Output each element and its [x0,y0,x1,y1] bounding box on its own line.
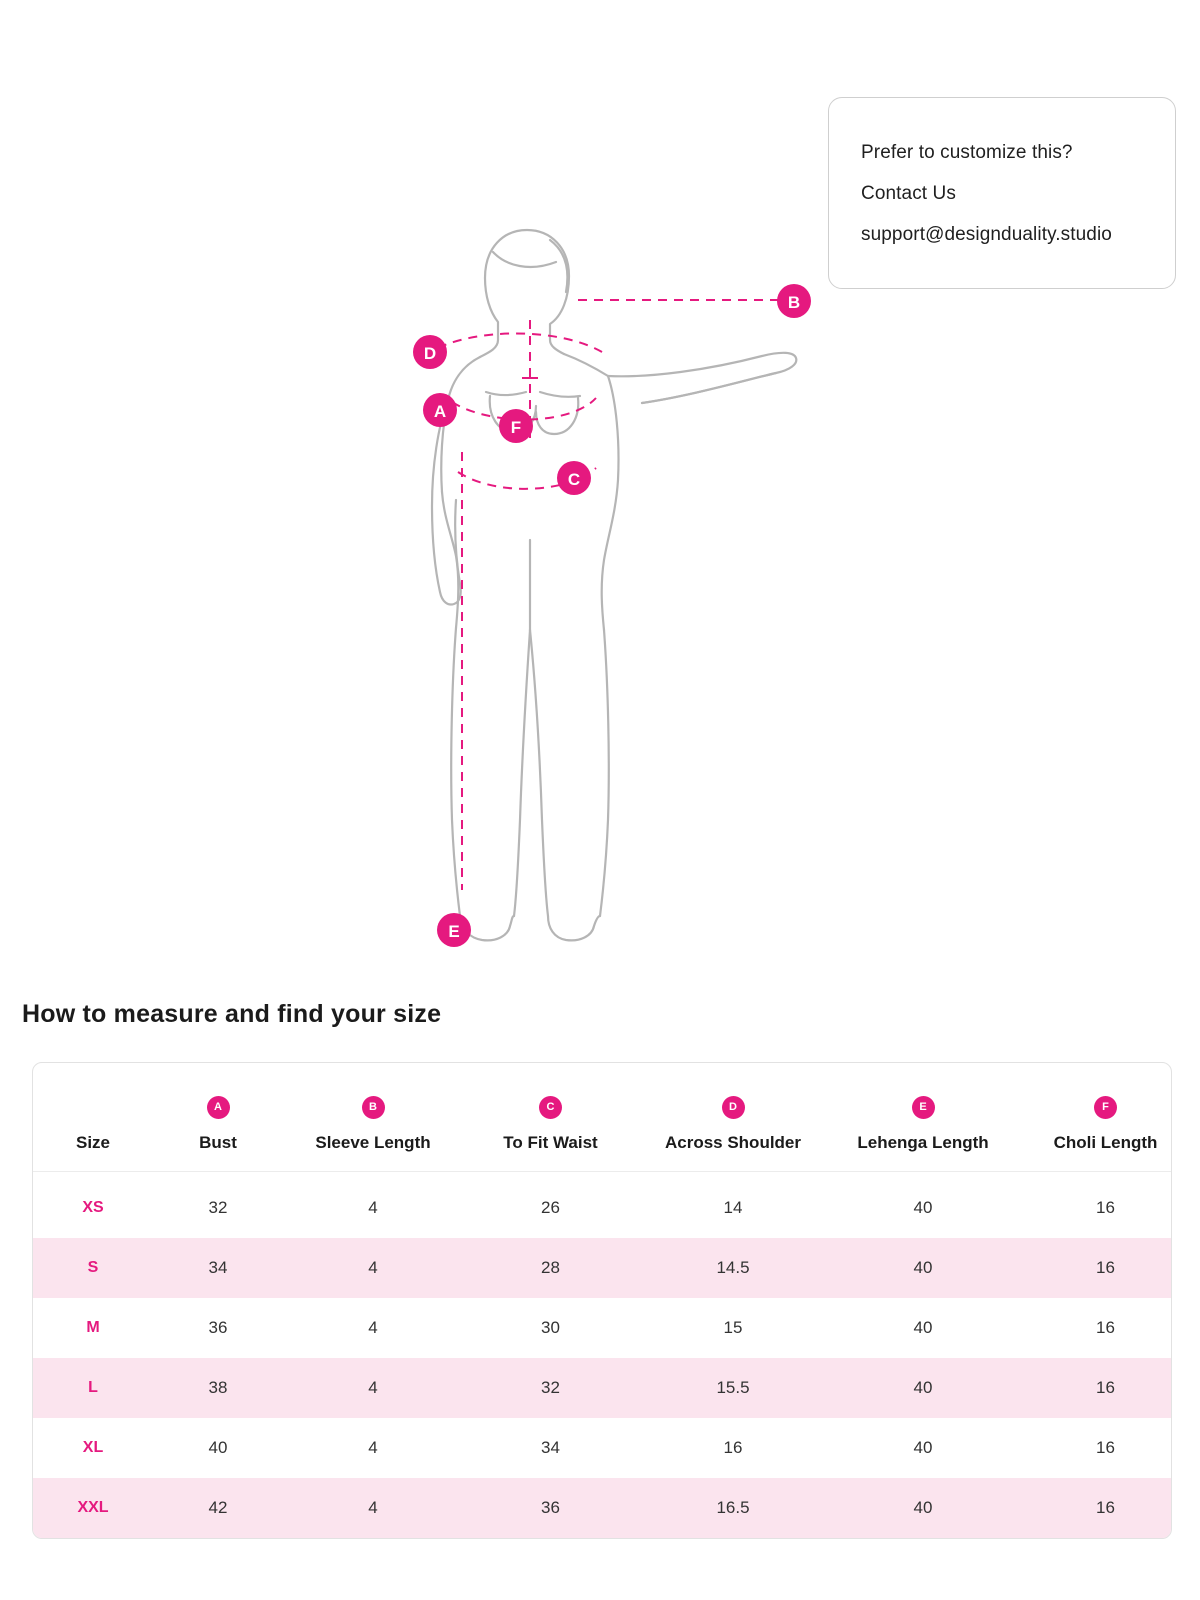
column-header-choli-length: F Choli Length [1018,1063,1172,1171]
size-table-card [32,1062,1172,1539]
marker-D [413,335,447,369]
cell-lehenga-length: 40 [913,1437,933,1457]
badge-b-icon: B [362,1096,385,1119]
marker-E [437,913,471,947]
cell-lehenga-length: 40 [913,1377,933,1397]
cell-choli-length: 16 [1096,1437,1115,1457]
cell-bust: 36 [208,1317,228,1337]
svg-text:C: C [567,470,581,489]
svg-text:F: F [510,418,522,437]
cell-across-shoulder: 14 [723,1197,743,1217]
table-header [33,1063,1172,1171]
marker-B [777,284,811,318]
cell-choli-length: 16 [1096,1197,1115,1217]
column-header-bust: A Bust [153,1063,283,1171]
svg-text:D: D [423,344,437,363]
table-row [33,1171,1172,1238]
cell-across-shoulder: 14.5 [716,1257,750,1277]
svg-text:B: B [787,293,801,312]
cell-sleeve-length: 4 [368,1317,378,1337]
page-title: How to measure and find your size [22,1000,442,1028]
contact-card [828,97,1176,289]
contact-us-link[interactable]: Contact Us [861,183,956,204]
cell-to-fit-waist: 32 [541,1377,560,1397]
cell-sleeve-length: 4 [368,1437,378,1457]
marker-A [423,393,457,427]
badge-c-icon: C [539,1096,562,1119]
cell-sleeve-length: 4 [368,1197,378,1217]
badge-a-icon: A [207,1096,230,1119]
cell-sleeve-length: 4 [368,1257,378,1277]
table-row [33,1298,1172,1358]
cell-across-shoulder: 16 [723,1437,743,1457]
cell-size: XL [82,1438,104,1456]
cell-to-fit-waist: 30 [541,1317,560,1337]
cell-size: S [87,1258,99,1276]
measurement-diagram [390,200,850,990]
cell-choli-length: 16 [1096,1317,1115,1337]
cell-choli-length: 16 [1096,1377,1115,1397]
customize-prompt: Prefer to customize this? [861,142,1073,163]
table-row [33,1238,1172,1298]
cell-across-shoulder: 15.5 [716,1377,750,1397]
column-header-sleeve-length: B Sleeve Length [283,1063,463,1171]
column-header-to-fit-waist: C To Fit Waist [463,1063,638,1171]
cell-across-shoulder: 15 [723,1317,743,1337]
badge-d-icon: D [722,1096,745,1119]
cell-to-fit-waist: 26 [541,1197,560,1217]
svg-text:A: A [433,402,447,421]
column-header-across-shoulder: D Across Shoulder [638,1063,828,1171]
cell-bust: 40 [208,1437,228,1457]
cell-lehenga-length: 40 [913,1197,933,1217]
cell-to-fit-waist: 34 [541,1437,560,1457]
cell-size: M [86,1318,100,1336]
body-figure-svg [390,200,850,990]
cell-size: XXL [77,1498,109,1516]
cell-sleeve-length: 4 [368,1377,378,1397]
column-header-lehenga-length: E Lehenga Length [828,1063,1018,1171]
cell-size: XS [82,1198,104,1216]
cell-size: L [88,1378,98,1396]
support-email[interactable]: support@designduality.studio [861,224,1112,245]
cell-across-shoulder: 16.5 [716,1497,750,1517]
table-row [33,1358,1172,1418]
marker-C [557,461,591,495]
cell-sleeve-length: 4 [368,1497,378,1517]
cell-choli-length: 16 [1096,1257,1115,1277]
size-table [33,1063,1172,1538]
table-row [33,1478,1172,1538]
cell-bust: 38 [208,1377,228,1397]
cell-lehenga-length: 40 [913,1317,933,1337]
badge-f-icon: F [1094,1096,1117,1119]
badge-e-icon: E [912,1096,935,1119]
marker-F [499,409,533,443]
cell-bust: 34 [208,1257,228,1277]
cell-to-fit-waist: 28 [541,1257,560,1277]
table-body [33,1171,1172,1538]
cell-bust: 42 [208,1497,228,1517]
cell-lehenga-length: 40 [913,1497,933,1517]
svg-text:E: E [448,922,460,941]
cell-bust: 32 [208,1197,228,1217]
cell-lehenga-length: 40 [913,1257,933,1277]
table-row [33,1418,1172,1478]
cell-to-fit-waist: 36 [541,1497,560,1517]
cell-choli-length: 16 [1096,1497,1115,1517]
column-header-size: Size [33,1063,153,1171]
